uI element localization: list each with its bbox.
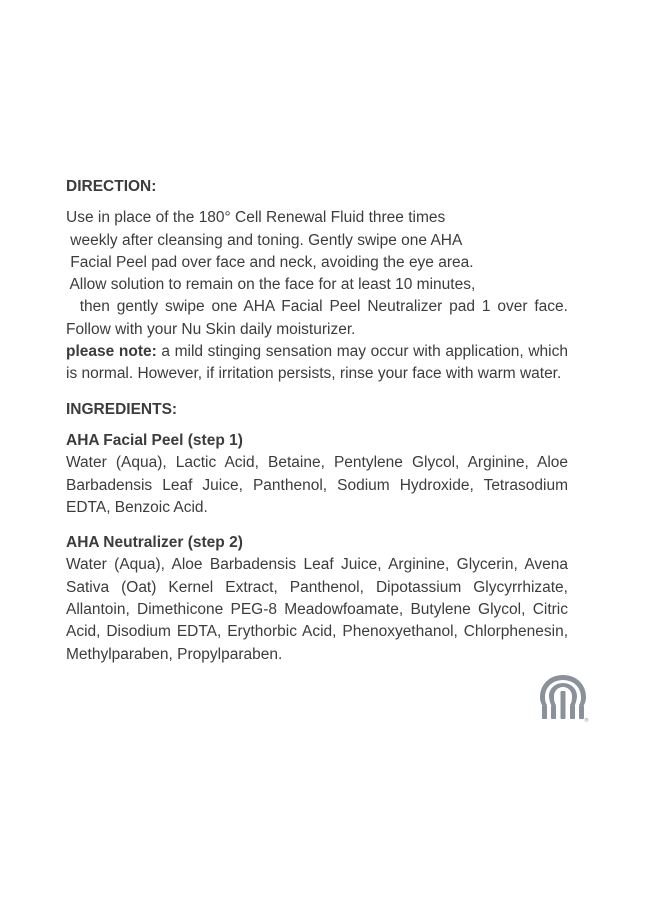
facial-peel-ingredients: Water (Aqua), Lactic Acid, Betaine, Pentylene Glycol, Arginine, Aloe Barbadensis Leaf Juice, Panthenol, Sodium Hydroxide, Tetrasodium EDTA, Benzoic Acid. bbox=[66, 454, 568, 516]
direction-line: Allow solution to remain on the face for at least 10 minutes, bbox=[66, 276, 476, 294]
facial-peel-title: AHA Facial Peel (step 1) bbox=[66, 431, 243, 449]
direction-line: Use in place of the 180° Cell Renewal Fluid three times bbox=[66, 209, 446, 227]
registered-mark: ® bbox=[584, 718, 589, 724]
logo-mark bbox=[540, 675, 586, 719]
please-note-label: please note: bbox=[66, 343, 157, 361]
direction-heading: DIRECTION: bbox=[66, 178, 157, 195]
direction-text-continued: then gently swipe one AHA Facial Peel Neutralizer pad 1 over face. Follow with your Nu Skin daily moisturizer. bbox=[66, 298, 573, 338]
please-note-paragraph bbox=[66, 341, 568, 386]
neutralizer-title: AHA Neutralizer (step 2) bbox=[66, 534, 243, 552]
neutralizer-ingredients: Water (Aqua), Aloe Barbadensis Leaf Juice, Arginine, Glycerin, Avena Sativa (Oat) Kernel Extract, Panthenol, Dipotassium Glycyrrhizate, Allantoin, Dimethicone PEG-8 Meadowfoamate, Butylene Glycol, Citric Acid, Disodium EDTA, Erythorbic Acid, Phenoxyethanol, Chlorphenesin, Methylparaben, Propylparaben. bbox=[66, 556, 568, 663]
instructions-panel bbox=[66, 176, 573, 666]
ingredients-heading: INGREDIENTS: bbox=[66, 400, 178, 418]
direction-line: weekly after cleansing and toning. Gently swipe one AHA bbox=[66, 231, 463, 249]
direction-line: Facial Peel pad over face and neck, avoiding the eye area. bbox=[66, 253, 474, 271]
nu-skin-logo-icon bbox=[537, 672, 589, 724]
please-note-text: a mild stinging sensation may occur with application, which is normal. However, if irritation persists, rinse your face with warm water. bbox=[66, 343, 568, 383]
